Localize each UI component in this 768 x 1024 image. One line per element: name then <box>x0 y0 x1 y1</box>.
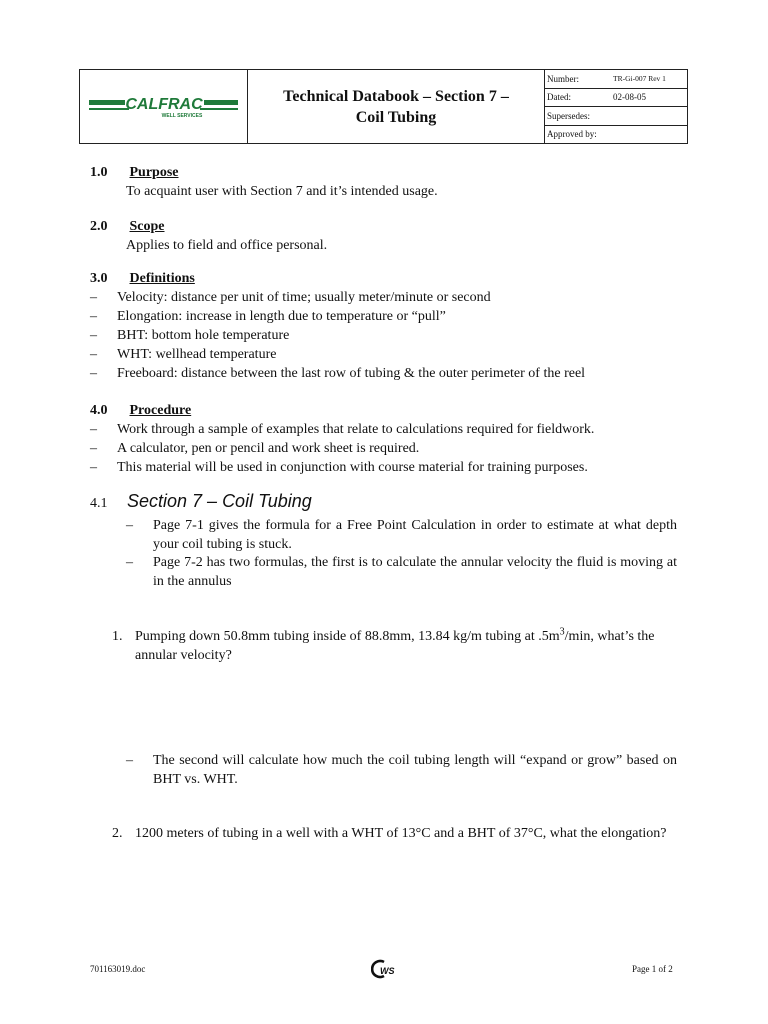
meta-row-number <box>545 70 687 89</box>
cws-logo <box>371 958 397 980</box>
list-item <box>90 345 690 364</box>
dash-bullet: – <box>90 366 97 381</box>
meta-label: Supersedes: <box>547 110 590 121</box>
meta-row-dated <box>545 89 687 108</box>
dash-bullet: – <box>126 555 133 570</box>
dash-bullet: – <box>90 347 97 362</box>
dash-bullet: – <box>90 441 97 456</box>
subsection-title: Section 7 – Coil Tubing <box>127 491 312 511</box>
section-procedure <box>90 401 690 477</box>
meta-label: Dated: <box>547 92 571 103</box>
dash-bullet: – <box>90 309 97 324</box>
section-body: Applies to field and office personal. <box>126 238 328 253</box>
dash-bullet: – <box>90 328 97 343</box>
meta-label: Number: <box>547 73 579 84</box>
dash-bullet: – <box>90 422 97 437</box>
list-item <box>90 439 690 458</box>
cws-logo-text: WS <box>380 966 395 976</box>
meta-label: Approved by: <box>547 129 597 140</box>
list-item <box>126 517 677 554</box>
elongation-bullet: The second will calculate how much the coil tubing length will “expand or grow” based on BHT vs. WHT. <box>153 753 677 787</box>
section-definitions <box>90 269 690 383</box>
document-meta <box>545 70 687 143</box>
meta-row-approved <box>545 126 687 144</box>
section-scope <box>90 217 690 255</box>
dash-bullet: – <box>126 753 133 768</box>
list-item <box>90 458 690 477</box>
meta-value: 02-08-05 <box>613 92 646 103</box>
title-line-2: Coil Tubing <box>355 108 437 126</box>
list-item <box>126 554 677 591</box>
footer-filename: 701163019.doc <box>90 964 146 974</box>
section-number: 4.0 <box>90 403 108 418</box>
footer-page-number: Page 1 of 2 <box>632 964 673 974</box>
definitions-list <box>90 288 690 383</box>
definition-elongation: Elongation: increase in length due to temperature or “pull” <box>117 309 446 324</box>
list-item <box>90 420 690 439</box>
procedure-list <box>90 420 690 477</box>
logo-tagline-text: WELL SERVICES <box>161 112 202 119</box>
question-number: 1. <box>112 629 123 644</box>
question-text-part: Pumping down 50.8mm tubing inside of 88.8mm, 13.84 kg/m tubing at .5m <box>135 629 560 644</box>
question-text <box>135 627 677 665</box>
procedure-item: Work through a sample of examples that relate to calculations required for fieldwork. <box>117 422 595 437</box>
dash-bullet: – <box>90 290 97 305</box>
list-item <box>90 307 690 326</box>
question-1 <box>112 627 677 665</box>
calfrac-logo <box>88 90 240 124</box>
section-heading: Purpose <box>129 165 179 180</box>
procedure-item: This material will be used in conjunction with course material for training purposes. <box>117 460 588 475</box>
definition-freeboard: Freeboard: distance between the last row of tubing & the outer perimeter of the reel <box>117 366 586 381</box>
definition-bht: BHT: bottom hole temperature <box>117 328 290 343</box>
dash-bullet: – <box>90 460 97 475</box>
question-text: 1200 meters of tubing in a well with a WHT of 13°C and a BHT of 37°C, what the elongation? <box>135 826 667 841</box>
section-number: 2.0 <box>90 219 108 234</box>
section-number: 1.0 <box>90 165 108 180</box>
section-number: 3.0 <box>90 271 108 286</box>
document-title <box>248 70 545 143</box>
definition-wht: WHT: wellhead temperature <box>117 347 277 362</box>
list-item <box>90 288 690 307</box>
logo-brand-text: CALFRAC <box>124 95 203 113</box>
question-number: 2. <box>112 826 123 841</box>
question-text-part: /min, what’s the annular velocity? <box>135 629 655 663</box>
subsection-number: 4.1 <box>90 496 108 511</box>
section-heading: Definitions <box>129 271 195 286</box>
superscript-3: 3 <box>559 626 565 638</box>
list-item <box>90 326 690 345</box>
free-point-bullet: Page 7-1 gives the formula for a Free Point Calculation in order to estimate at what depth your coil tubing is stuck. <box>153 518 677 552</box>
list-item <box>126 752 677 789</box>
procedure-item: A calculator, pen or pencil and work sheet is required. <box>117 441 420 456</box>
list-item <box>90 364 690 383</box>
logo-cell <box>80 70 248 143</box>
title-line-1: Technical Databook – Section 7 – <box>283 87 509 105</box>
section-body: To acquaint user with Section 7 and it’s intended usage. <box>126 184 438 199</box>
question-2 <box>112 824 677 843</box>
meta-value: TR-Gi-007 Rev 1 <box>613 74 666 84</box>
section-heading: Scope <box>129 219 165 234</box>
dash-bullet: – <box>126 518 133 533</box>
document-header <box>79 69 688 144</box>
meta-row-supersedes <box>545 107 687 126</box>
section-heading: Procedure <box>129 403 192 418</box>
definition-velocity: Velocity: distance per unit of time; usually meter/minute or second <box>117 290 491 305</box>
annular-velocity-bullet: Page 7-2 has two formulas, the first is to calculate the annular velocity the fluid is moving at in the annulus <box>153 555 677 589</box>
section-purpose <box>90 163 690 201</box>
